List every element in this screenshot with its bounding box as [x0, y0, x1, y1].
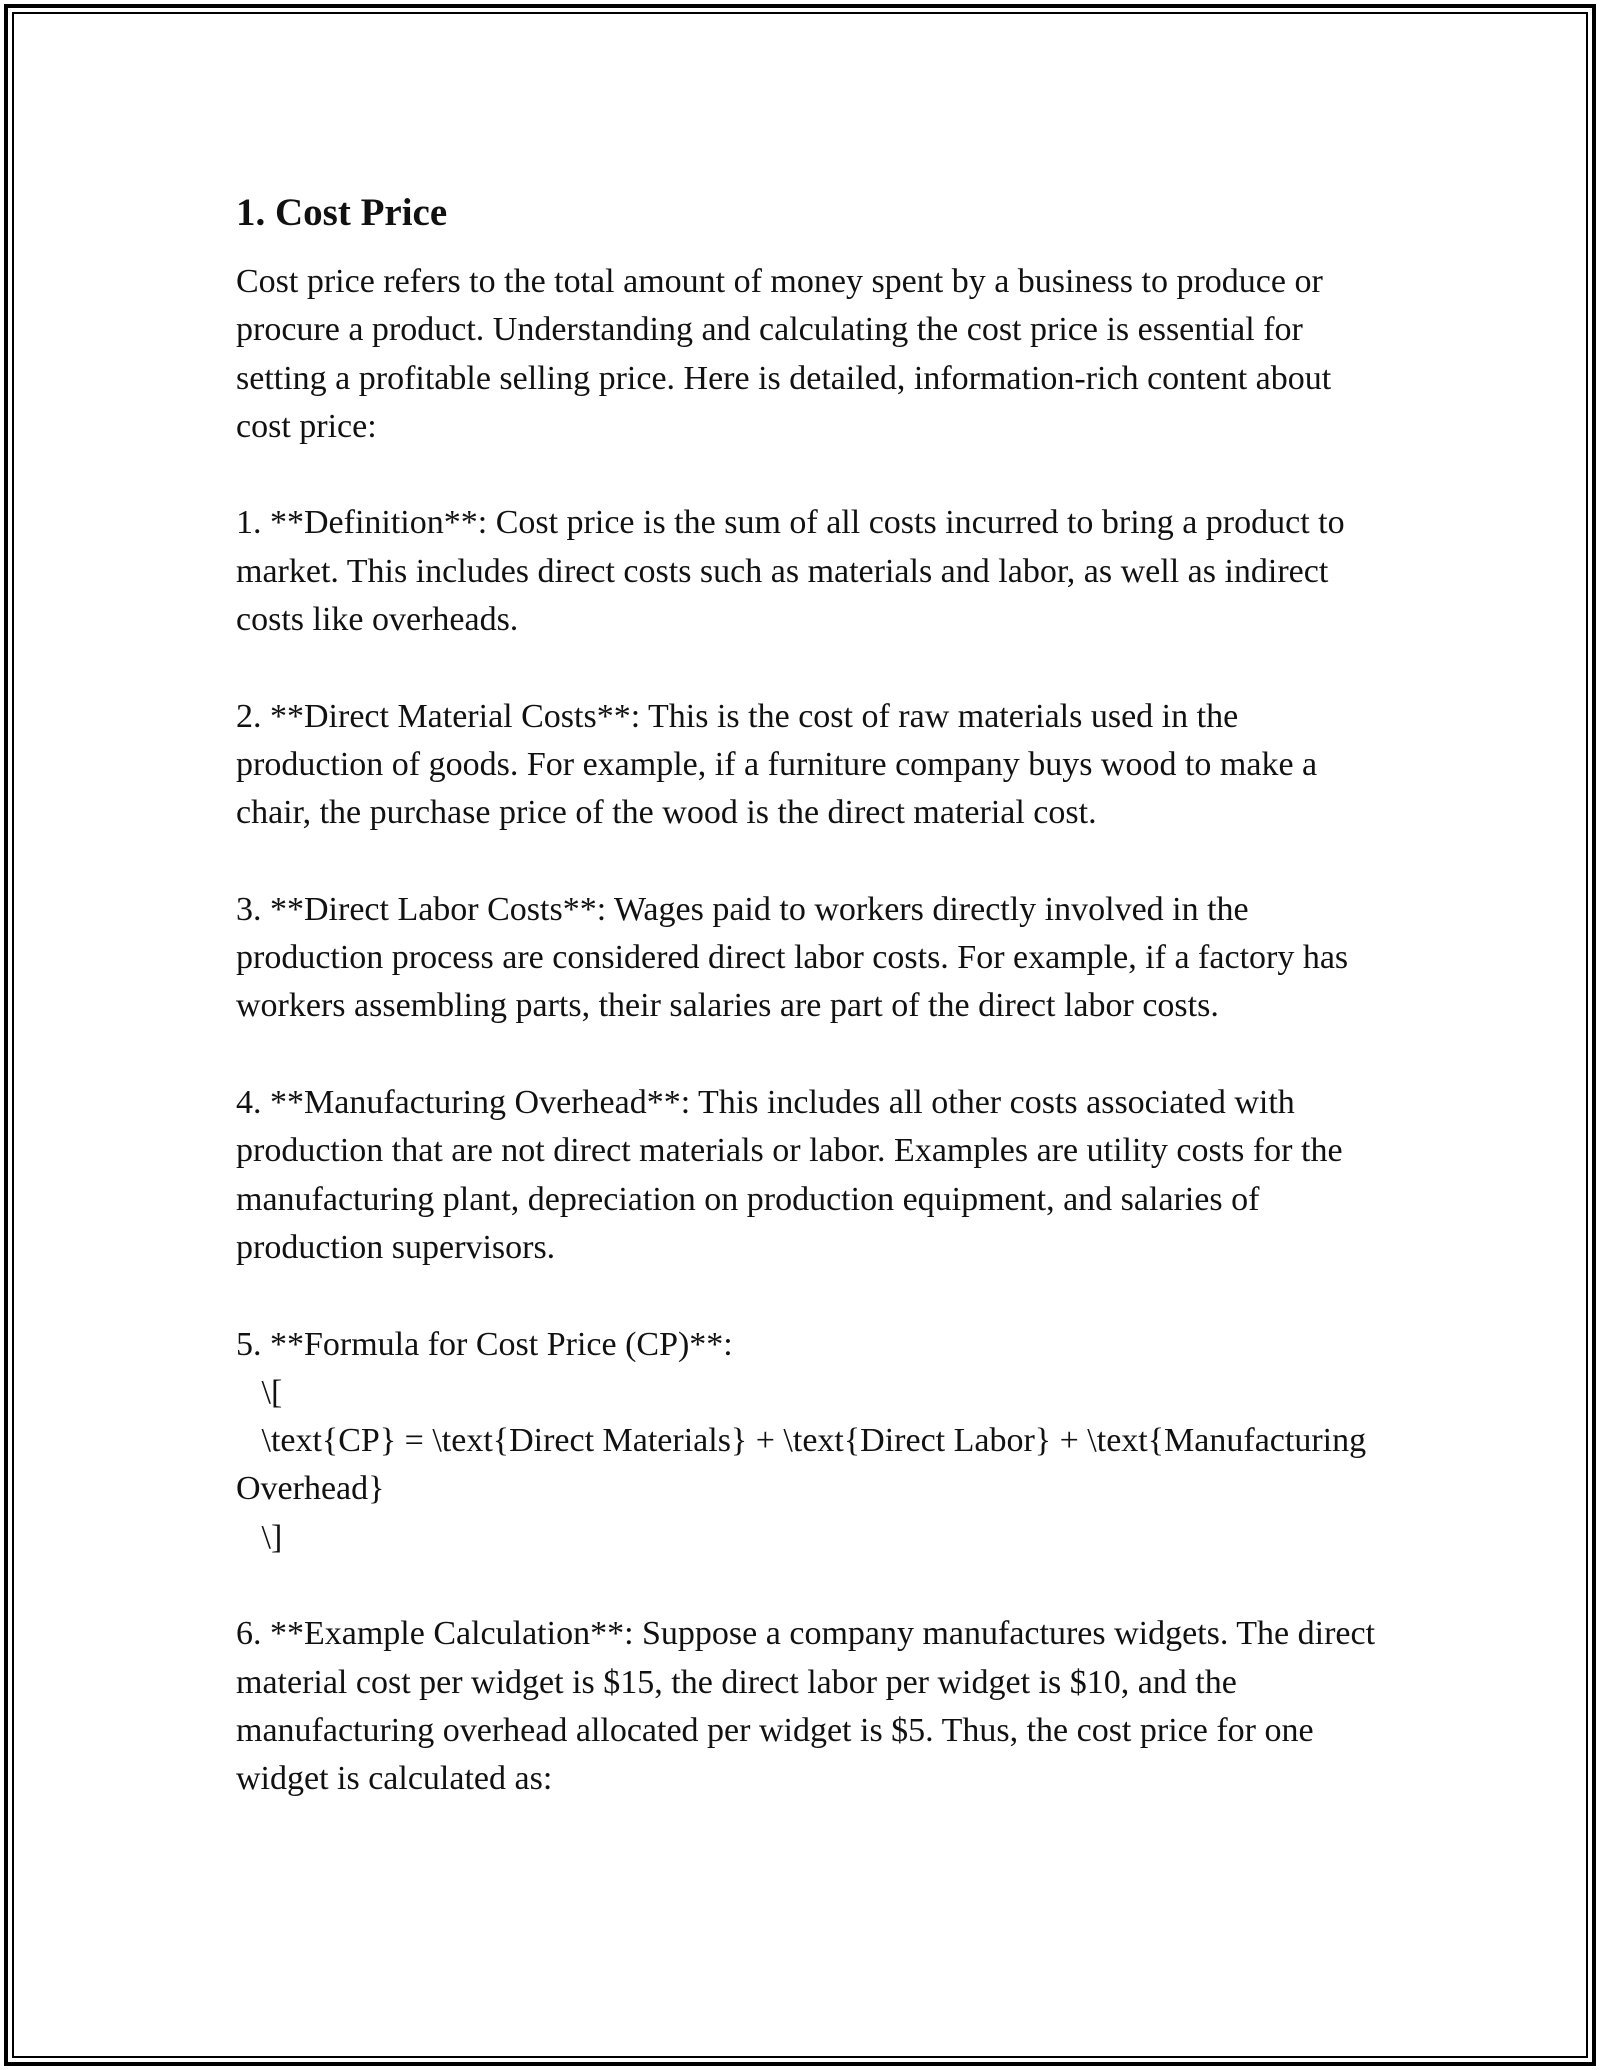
body-text: Cost price refers to the total amount of money spent by a business to produce or procure a product. Understanding and calculating the cost price is essential for setting a profitable selling price. Here is detailed, information-rich content about cost price: 1. **Definition**: Cost price is the sum of all costs incurred to bring a product to market. This includes direct costs such as materials and labor, as well as indirect costs like overheads. 2. **Direct Material Costs**: This is the cost of raw materials used in the production of goods. For example, if a furniture company buys wood to make a chair, the purchase price of the wood is the direct material cost. 3. **Direct Labor Costs**: Wages paid to workers directly involved in the production process are considered direct labor costs. For example, if a factory has workers assembling parts, their salaries are part of the direct labor costs. 4. **Manufacturing Overhead**: This includes all other costs associated with production that are not direct materials or labor. Examples are utility costs for the manufacturing plant, depreciation on production equipment, and salaries of production supervisors. 5. **Formula for Cost Price (CP)**: \[ \text{CP} = \text{Direct Materials} + \text{Direct Labor} + \text{Manufacturing Overhead} \] 6. **Example Calculation**: Suppose a company manufactures widgets. The direct material cost per widget is $15, the direct labor per widget is $10, and the manufacturing overhead allocated per widget is $5. Thus, the cost price for one widget is calculated as: [236, 263, 1376, 1798]
document-content [236, 186, 1386, 1804]
page-title: 1. Cost Price [236, 191, 448, 234]
